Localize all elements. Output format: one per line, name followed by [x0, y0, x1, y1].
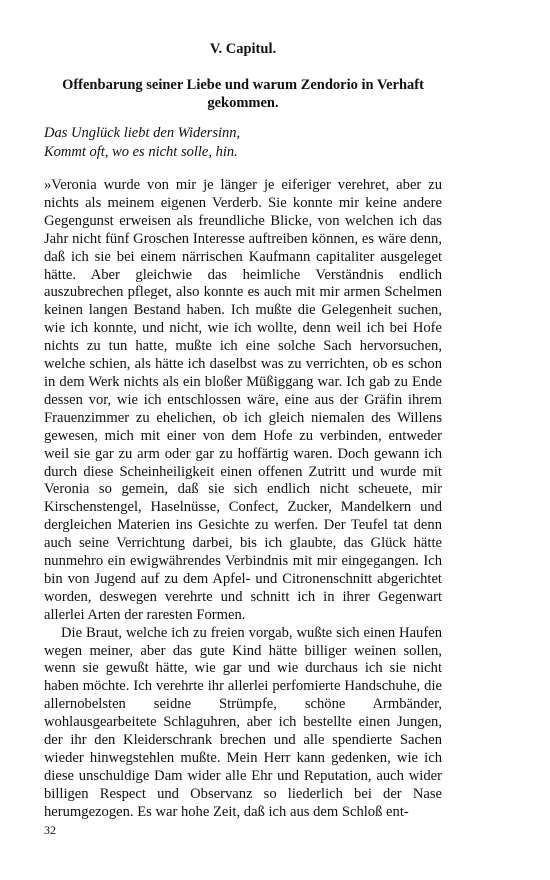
motto-line-2: Kommt oft, wo es nicht solle, hin.: [44, 143, 238, 160]
chapter-title: V. Capitul.: [209, 41, 277, 57]
motto-line-1: Das Unglück liebt den Widersinn,: [44, 125, 241, 141]
chapter-motto: [44, 124, 442, 161]
page-number: 32: [44, 823, 56, 837]
chapter-subtitle: Offenbarung seiner Liebe und warum Zendorio in Verhaft gekommen.: [62, 77, 424, 111]
body-paragraph-1: »Veronia wurde von mir je länger je eiferiger verehret, aber zu nichts als meinem eigenen Verderb. Sie konnte mir keine andere Gegengunst erweisen als freundliche Blicke, von welchen ich das Jahr nicht fünf Groschen Interesse auftreiben können, es wäre denn, daß ich sie bei einem närrischen Kaufmann capitaliter ausgeleget hätte. Aber gleichwie das heimliche Verständnis endlich auszubrechen pfleget, also konnte es auch mit mir armen Schelmen keinen langen Bestand haben. Ich mußte die Gelegenheit suchen, wie ich konnte, und nicht, wie ich wollte, denn weil ich bei Hofe nichts zu tun hatte, mußte ich eine solche Sach hervorsuchen, welche schien, als hätte ich daselbst was zu verrichten, ob es schon in dem Werk nichts als ein bloßer Müßiggang war. Ich gab zu Ende dessen vor, wie ich entschlossen wäre, eine aus der Gräfin ihrem Frauenzimmer zu ehelichen, ob ich gleich niemalen des Willens gewesen, mich mit einer von dem Hofe zu verbinden, entweder weil sie gar zu arm oder gar zu hoffärtig waren. Doch gewann ich durch diese Scheinheiligkeit einen offenen Zutritt und wurde mit Veronia so gemein, daß sie sich endlich nicht scheuete, mir Kirschenstengel, Haselnüsse, Confect, Zucker, Mandelkern und dergleichen Materien ins Gesichte zu werfen. Der Teufel tat denn auch seine Verrichtung darbei, bis ich glaubte, das Glück hätte nunmehro ein ewigwährendes Verbindnis mit mir eingegangen. Ich bin von Jugend auf zu dem Apfel- und Citronenschnitt abgerichtet worden, deswegen verehrte und schnitt ich in ihrer Gegenwart allerlei Arten der raresten Formen.: [44, 177, 442, 623]
body-paragraph-2: Die Braut, welche ich zu freien vorgab, wußte sich einen Haufen wegen meiner, aber das gute Kind hätte billiger weinen sollen, wenn sie gewußt hätte, wie gar und wie durchaus ich sie nicht haben möchte. Ich verehrte ihr allerlei perfomierte Handschuhe, die allernobelsten seidne Strümpfe, schöne Armbänder, wohlausgearbeitete Schlaguhren, aber ich bestellte einen Jungen, der ihr den Kleiderschrank brechen und alle spendierte Sachen wieder hinwegstehlen mußte. Mein Herr kann gedenken, wie ich diese unschuldige Dam wider alle Ehr und Reputation, auch wider billigen Respect und Observanz so liederlich bei der Nase herumgezogen. Es war hohe Zeit, daß ich aus dem Schloß ent-: [44, 624, 442, 820]
book-page: [44, 40, 442, 822]
